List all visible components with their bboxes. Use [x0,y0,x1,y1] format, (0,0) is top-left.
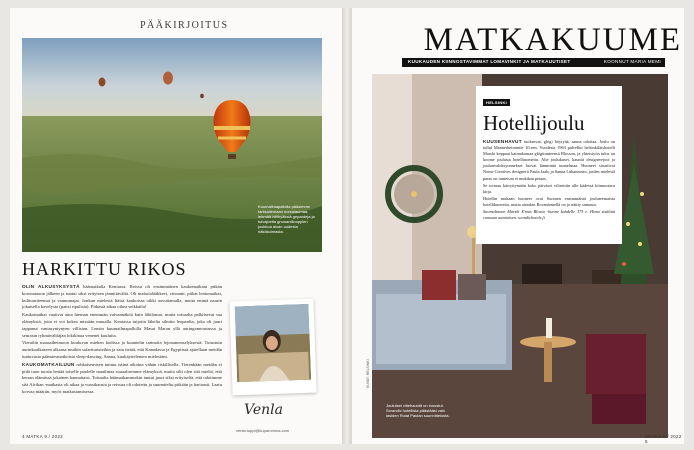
paragraph: OLIN ALKUSYKSYSTÄ häämatkalla Keniassa. Reissu oli ensimmäinen kaukomatkani pitkän koronatauon jälkeen ja tuntui siksi erityisen jännittävältä. Oli malarialääkkeet, viisumit, pitkät lentomatkat, kulttuuriteemat ja vaunumajat. Jonkun mielestä Itäisä kaukoissa oikki aavuttamalla, mutta emmä naurin jokaisella kavelysta (paitsi ripulista). Pitkästä aikaa oikea seikkailu! [22,284,223,310]
page-folio: MATKA 9 / 2022 5 [645,434,682,444]
paragraph: Se toimuu kärryttymään koko päiväsei vilisettiin alle kädessä kiinnostava kirja. [483,182,615,194]
paragraph: KAUKOMATKAILUUN rohkaisemisen tuntuu näinä aikoina vähän riskillisella. Tietenkään meidän ei pidä tuon tuosta lentää toiselle puolelle maailmaa suuaalisemme elämyksiä, mutta silti olen sitä mieltä, että kerran elämässä jokainen kannattaisi. Toisaalta häämatkammekin tuntui juuri siksi erityiseltä, että odotimme sitä Afrikan -matkasta oli aikaa ja vuosikausia ja reissua oli odotettu ja suunniteltu pitkään ja hartaasti. Laatu korvaa määrän, myös matkustamisessa. [22,361,222,394]
editorial-headline: HARKITTU RIKOS [22,259,187,279]
section-subtitle-bar [402,58,665,67]
right-page [352,8,684,444]
article-title: Hotellijoulu [483,111,585,135]
photo-credit: KUVAT: HELSINKI [366,359,370,388]
paragraph: KUUSENHAVUT tuoksuvat, glögi höyryää, sauna odottaa. Joulu on tullut Mannerheimintie 10:een. Vuodesta 1963 palvellut helsinkiläishotelli Marski keppaat kaimakomaa glögitunteensä Blosson, ja yhteistyön tulos on koome joulusta hotelliuomettu. Alte joulukuset, kauniit designerejoot ja joulunvaloksyonnekset luovat lämmintä tunnelmaa. Huoneet sisustivat Nome Creatives designerit Paula Jaalo ja Sanna Luhanisemi, joiden mielestä paras on tunteisaa ei mukikaa petaas. [483,139,615,181]
page-gutter [342,8,352,444]
photo-caption: Kuumailmapallolla pääsimme tarkkailemaan norsulaumaa, lehmää hiilihyäksiä gepardeja ja tulvajoelta gnuuantilooppien joukkoa aivan uudesta näkökulmasta. [258,204,315,234]
article-card [476,86,622,244]
section-kicker: PÄÄKIRJOITUS [140,20,229,31]
editorial-body [22,284,222,397]
article-body [483,139,615,221]
author-credit: KOONNUT MARIA MEMI [603,59,661,64]
paragraph: Suomalinnen Marski X'mas Blosso -huone kahdelle 375 e. Hinta sisältää runsaan aamiaisen. scandichotels.fi [483,209,615,221]
editor-email[interactable]: venla.tuppi@kuparomma.com [236,428,290,433]
photo-caption: Jouluiset viitehauntit on innostut. Scrandic hotellista päästääsi vain lasiden Ruiat Paulan suunnittelusta. [386,403,450,418]
section-subtitle: KUUKAUDEN KIINNOSTAVIMMAT LOMAVINKIT JA MATKAUUTISET [408,59,571,64]
paragraph: Kaukomatkat vaativat aina hieman enemmän vaivannäköä kuin lähilomat, mutta toisaalta palkitsevat saa elämyksiä, joita ei voi kokea missään muualla. Keniassa tuijotin lähelta silmiin leopardia, joka oli juuri tappanut vaniasyntynyen villisian. Lensin kuumailmapallolla Masai Maran yllä auringonnousussa ja seurasin ryhmävälttäjän lokikinaa venenei kuuluita. [22,312,222,338]
location-tag: HELSINKI [483,99,510,106]
paragraph: Hotellin mukaan huoneet ovat Suomen ensimmäisiä jouluteemaisia hotellihuoneita, mutta aitaakin Rovaniemellä on jo näitty samasta. [483,195,615,207]
section-title: MATKAKUUME [423,22,682,58]
page-folio: 4 MATKA 9 / 2022 [22,434,63,439]
paragraph: Vierailin maasaiheimoon kuuluvan miehen kodissa ja kuuntelin tarinoita lejonamenselyksestä. Tutustuin aurinkoalkaseen alkaasa muihin safarituristeihin ja sain tietää, että Kanadassa ja Egyptissä ajatellaan meidän tuntuvasta päämiesmatkoista sleep-dancing. Sanna, kuukäyttelemen mielestäni. [22,340,222,359]
editor-signature: Venla [244,402,283,418]
left-page [10,8,342,444]
editor-portrait [229,299,316,396]
